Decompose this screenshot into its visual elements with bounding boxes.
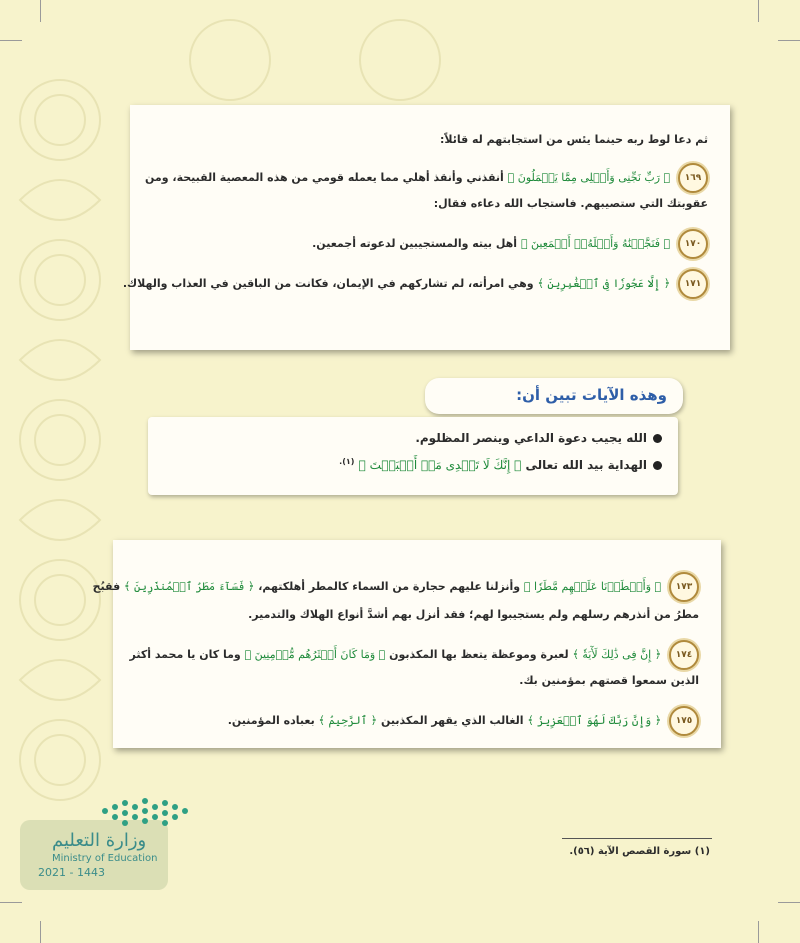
bullet-icon [653,461,662,470]
crop-mark [40,0,41,22]
explanation-text: أهل بيته والمستجيبين لدعوته أجمعين. [312,237,518,250]
explanation-text: وما كان يا محمد أكثر [129,648,241,661]
verse-line-175 [228,706,699,736]
explanation-cont: عقوبتك التي ستصيبهم. فاستجاب الله دعاءه فقال: [433,197,708,210]
verses-panel-173-175 [92,540,721,748]
verse-line-173 [93,572,699,602]
verse-number-badge: ١٧٤ [669,640,699,670]
verse-line-170 [312,229,708,259]
explanation-cont: الذين سمعوا قصتهم بمؤمنين بك. [519,674,699,687]
lessons-heading: وهذه الآيات تبين أن: [516,386,667,404]
ministry-logo-icon [100,796,196,830]
footnote-divider [562,838,712,839]
bullet-icon [653,434,662,443]
footnote-ref: (١). [339,457,355,466]
explanation-text: وهي امرأته، لم تشاركهم في الإيمان، فكانت من الباقين في العذاب والهلاك. [122,277,534,290]
verses-panel-169-171 [122,105,730,350]
crop-mark [758,921,759,943]
verse-number-badge: ١٦٩ [678,163,708,193]
quran-verse: ﴿ رَبِّ نَجِّنِى وَأَهۡلِى مِمَّا يَعۡمَلُونَ ﴾ [507,171,671,184]
quran-verse: ﴿ إِنَّ فِى ذَٰلِكَ لَأٓيَةٗ ﴾ [572,648,662,661]
verse-number-badge: ١٧١ [678,269,708,299]
crop-mark [0,40,22,41]
lesson-item [339,457,662,472]
ministry-name-english: Ministry of Education [52,853,158,864]
crop-mark [778,902,800,903]
quran-verse: ﴿ وَمَا كَانَ أَكۡثَرُهُم مُّؤۡمِنِينَ ﴾ [244,648,386,661]
lessons-list [148,417,678,495]
explanation-text: أنقذني وأنقذ أهلي مما يعمله قومي من هذه المعصية القبيحة، ومن [145,171,504,184]
verse-number-badge: ١٧٠ [678,229,708,259]
edition-year: 2021 - 1443 [38,866,105,879]
crop-mark [0,902,22,903]
quran-verse: ﴿ فَسَآءَ مَطَرُ ٱلۡمُنذَرِينَ ﴾ [124,580,255,593]
quran-verse: ﴿ ٱلرَّحِيمُ ﴾ [318,714,378,727]
quran-verse: ﴿ وَأَمۡطَرۡنَا عَلَيۡهِم مَّطَرٗا ﴾ [523,580,662,593]
verse-line-174 [129,640,699,670]
crop-mark [758,0,759,22]
quran-verse: ﴿ إِلَّا عَجُوزٗا فِى ٱلۡغَٰبِرِينَ ﴾ [537,277,671,290]
intro-text: ثم دعا لوط ربه حينما يئس من استجابتهم له قائلاً: [439,133,708,146]
explanation-cont: مطرُ من أنذرهم رسلهم ولم يستجيبوا لهم؛ فقد أنزل بهم أشدَّ أنواع الهلاك والتدمير. [248,608,699,621]
verse-number-badge: ١٧٣ [669,572,699,602]
crop-mark [778,40,800,41]
explanation-text: بعباده المؤمنين. [227,714,315,727]
explanation-text: لعبرة وموعظة يتعظ بها المكذبون [389,648,569,661]
verse-line-171 [123,269,708,299]
lesson-text: الله يجيب دعوة الداعي وينصر المظلوم. [415,431,647,445]
lesson-item [415,431,662,445]
crop-mark [40,921,41,943]
quran-verse: ﴿ فَنَجَّيۡنَٰهُ وَأَهۡلَهُۥٓ أَجۡمَعِينَ ﴾ [520,237,671,250]
explanation-text: وأنزلنا عليهم حجارة من السماء كالمطر أهلكتهم، [258,580,521,593]
verse-number-badge: ١٧٥ [669,706,699,736]
explanation-text: الغالب الذي يقهر المكذبين [380,714,524,727]
quran-verse: ﴿ إِنَّكَ لَا تَهۡدِى مَنۡ أَحۡبَبۡتَ ﴾ [358,458,522,472]
verse-line-169 [145,163,708,193]
footnote: (١) سورة القصص الآية (٥٦). [569,846,710,857]
lesson-text: الهداية بيد الله تعالى [525,458,647,472]
lessons-heading-tab [425,378,683,414]
quran-verse: ﴿ وَإِنَّ رَبَّكَ لَهُوَ ٱلۡعَزِيزُ ﴾ [527,714,662,727]
ministry-name-arabic: وزارة التعليم [52,830,147,851]
explanation-text: فقبُح [92,580,121,593]
